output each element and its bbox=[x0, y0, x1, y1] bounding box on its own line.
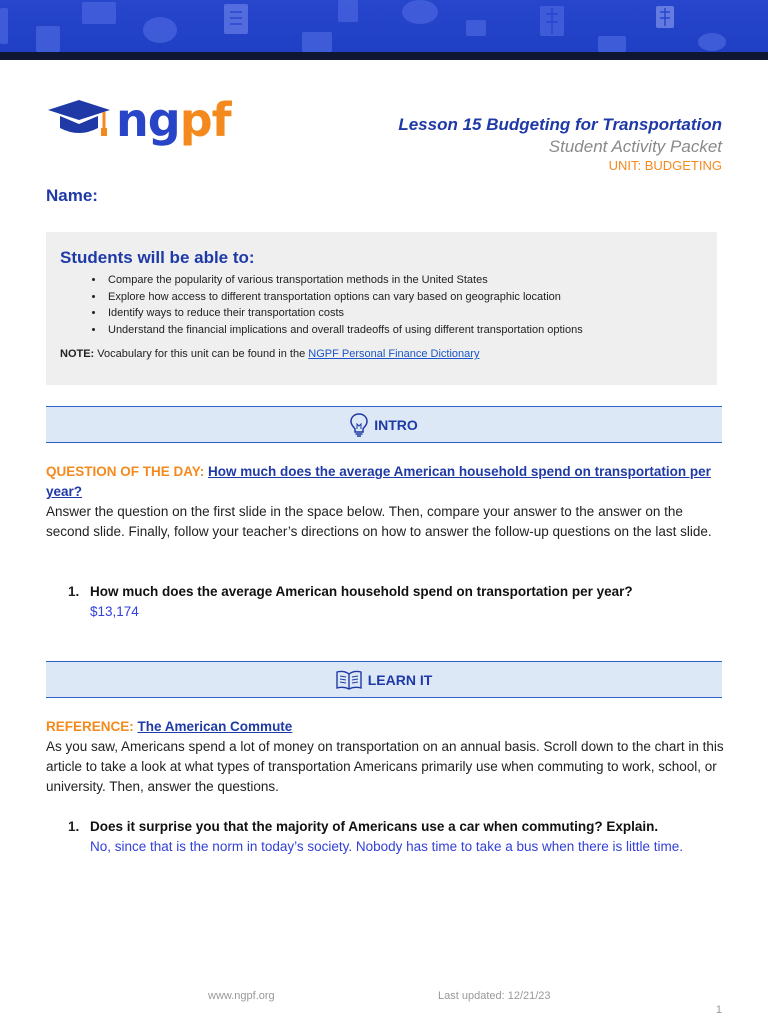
header-banner bbox=[0, 0, 768, 52]
qotd-label: QUESTION OF THE DAY: bbox=[46, 464, 205, 479]
question-of-the-day bbox=[46, 462, 726, 502]
learn-question bbox=[68, 817, 718, 857]
note-text: Vocabulary for this unit can be found in the bbox=[94, 348, 309, 360]
answer-text: No, since that is the norm in today’s society. Nobody has time to take a bus when there is little time. bbox=[90, 839, 684, 854]
objective-item: • Identify ways to reduce their transportation costs bbox=[105, 305, 703, 322]
qotd-link[interactable]: How much does the average American household spend on transportation per year? bbox=[46, 464, 711, 499]
question-text: How much does the average American household spend on transportation per year? bbox=[90, 584, 633, 599]
learn-it-label: LEARN IT bbox=[367, 671, 433, 688]
packet-label: Student Activity Packet bbox=[548, 137, 722, 156]
objective-item: • Compare the popularity of various transportation methods in the United States bbox=[105, 272, 703, 289]
unit-label: UNIT: BUDGETING bbox=[608, 158, 722, 173]
name-label: Name: bbox=[46, 186, 98, 205]
objective-item: • Explore how access to different transportation options can vary based on geographic location bbox=[105, 289, 703, 306]
objectives-box bbox=[46, 232, 717, 385]
intro-instructions: Answer the question on the first slide in the space below. Then, compare your answer to the answer on the second slide. Finally, follow your teacher’s directions on how to answer the follow-up questions on the last slide. bbox=[46, 504, 712, 539]
reference-link[interactable]: The American Commute bbox=[137, 719, 293, 734]
ngpf-logo bbox=[46, 92, 231, 148]
dictionary-link[interactable]: NGPF Personal Finance Dictionary bbox=[308, 348, 480, 360]
objectives-heading: Students will be able to: bbox=[60, 248, 255, 267]
banner-finance-icons bbox=[0, 0, 768, 52]
reference-label: REFERENCE: bbox=[46, 719, 134, 734]
footer-last-updated: Last updated: 12/21/23 bbox=[438, 990, 551, 1002]
learn-it-section-header bbox=[46, 661, 722, 698]
reference-line bbox=[46, 717, 726, 737]
lesson-title: Lesson 15 Budgeting for Transportation bbox=[398, 115, 722, 134]
objective-item: • Understand the financial implications and overall tradeoffs of using different transportation options bbox=[105, 322, 703, 339]
lesson-title-block bbox=[398, 114, 722, 175]
vocabulary-note bbox=[60, 348, 703, 360]
header-banner-strip bbox=[0, 52, 768, 60]
logo-text-ng: ng bbox=[116, 93, 180, 147]
note-label: NOTE: bbox=[60, 348, 95, 360]
learn-instructions: As you saw, Americans spend a lot of money on transportation on an annual basis. Scroll down to the chart in this article to take a look at what types of transportation Americans primarily use when commuting to work, school, or university. Then, answer the questions. bbox=[46, 739, 724, 794]
question-number: 1. bbox=[68, 819, 80, 834]
graduation-cap-icon bbox=[46, 100, 112, 140]
objectives-list bbox=[60, 272, 703, 338]
footer-website: www.ngpf.org bbox=[208, 990, 275, 1002]
intro-section-header bbox=[46, 406, 722, 443]
question-number: 1. bbox=[68, 584, 80, 599]
page-number: 1 bbox=[715, 1004, 722, 1016]
answer-text: $13,174 bbox=[90, 604, 139, 619]
logo-text-pf: pf bbox=[179, 93, 231, 147]
lightbulb-icon bbox=[350, 413, 368, 437]
open-book-icon bbox=[336, 670, 362, 690]
intro-label: INTRO bbox=[374, 416, 418, 433]
question-text: Does it surprise you that the majority of Americans use a car when commuting? Explain. bbox=[90, 819, 659, 834]
intro-question bbox=[68, 582, 718, 622]
